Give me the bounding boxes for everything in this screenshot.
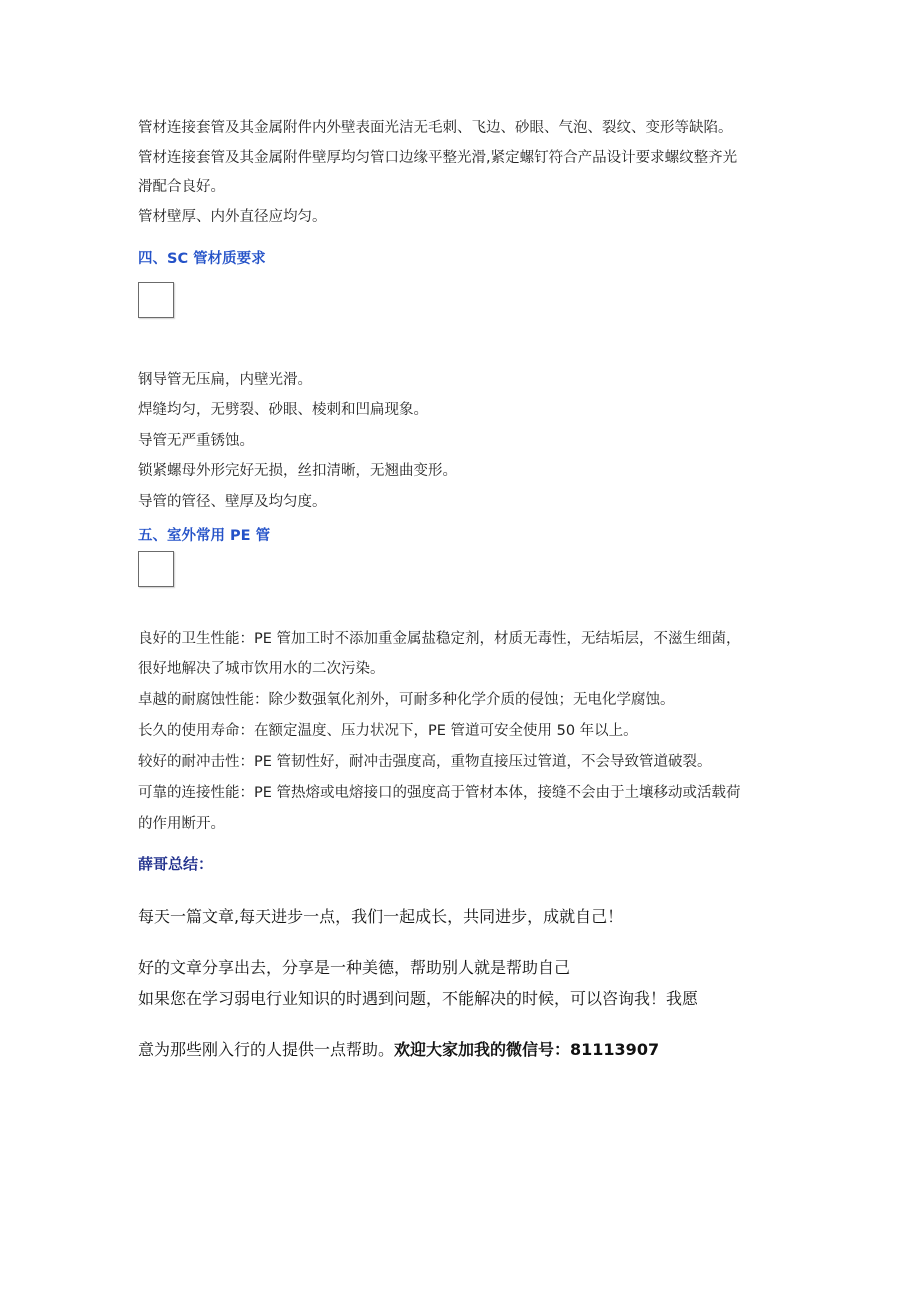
paragraph-line: 很好地解决了城市饮用水的二次污染。: [138, 661, 385, 677]
section-heading-pe: 五、室外常用 PE 管: [138, 528, 271, 544]
paragraph-line: 管材连接套管及其金属附件内外壁表面光洁无毛刺、飞边、砂眼、气泡、裂纹、变形等缺陷。: [138, 120, 733, 136]
image-placeholder: [138, 282, 174, 318]
summary-text: 意为那些刚入行的人提供一点帮助。: [138, 1040, 395, 1059]
summary-line: 每天一篇文章,每天进步一点，我们一起成长，共同进步，成就自己！: [138, 907, 624, 926]
summary-line: [138, 1037, 659, 1060]
summary-line: 如果您在学习弱电行业知识的时遇到问题，不能解决的时候，可以咨询我！我愿: [138, 989, 699, 1008]
paragraph-line: 卓越的耐腐蚀性能：除少数强氧化剂外，可耐多种化学介质的侵蚀；无电化学腐蚀。: [138, 692, 675, 708]
paragraph-line: 管材连接套管及其金属附件壁厚均匀管口边缘平整光滑,紧定螺钉符合产品设计要求螺纹整齐光: [138, 150, 738, 166]
paragraph-line: 导管无严重锈蚀。: [138, 433, 254, 449]
image-placeholder: [138, 551, 174, 587]
wechat-contact: 欢迎大家加我的微信号：81113907: [394, 1040, 660, 1059]
paragraph-line: 钢导管无压扁，内壁光滑。: [138, 372, 312, 388]
summary-line: 好的文章分享出去，分享是一种美德，帮助别人就是帮助自己: [138, 958, 571, 977]
paragraph-line: 良好的卫生性能：PE 管加工时不添加重金属盐稳定剂，材质无毒性，无结垢层，不滋生细菌，: [138, 631, 741, 647]
paragraph-line: 滑配合良好。: [138, 179, 225, 195]
section-heading-sc: 四、SC 管材质要求: [138, 251, 266, 267]
paragraph-line: 锁紧螺母外形完好无损，丝扣清晰，无翘曲变形。: [138, 463, 457, 479]
paragraph-line: 管材壁厚、内外直径应均匀。: [138, 209, 327, 225]
paragraph-line: 较好的耐冲击性：PE 管韧性好，耐冲击强度高，重物直接压过管道，不会导致管道破裂。: [138, 754, 712, 770]
paragraph-line: 长久的使用寿命：在额定温度、压力状况下，PE 管道可安全使用 50 年以上。: [138, 723, 638, 739]
paragraph-line: 焊缝均匀，无劈裂、砂眼、棱刺和凹扁现象。: [138, 402, 428, 418]
paragraph-line: 导管的管径、壁厚及均匀度。: [138, 494, 327, 510]
paragraph-line: 可靠的连接性能：PE 管热熔或电熔接口的强度高于管材本体，接缝不会由于土壤移动或活载荷: [138, 785, 741, 801]
summary-title: 薛哥总结：: [138, 855, 214, 873]
paragraph-line: 的作用断开。: [138, 816, 225, 832]
